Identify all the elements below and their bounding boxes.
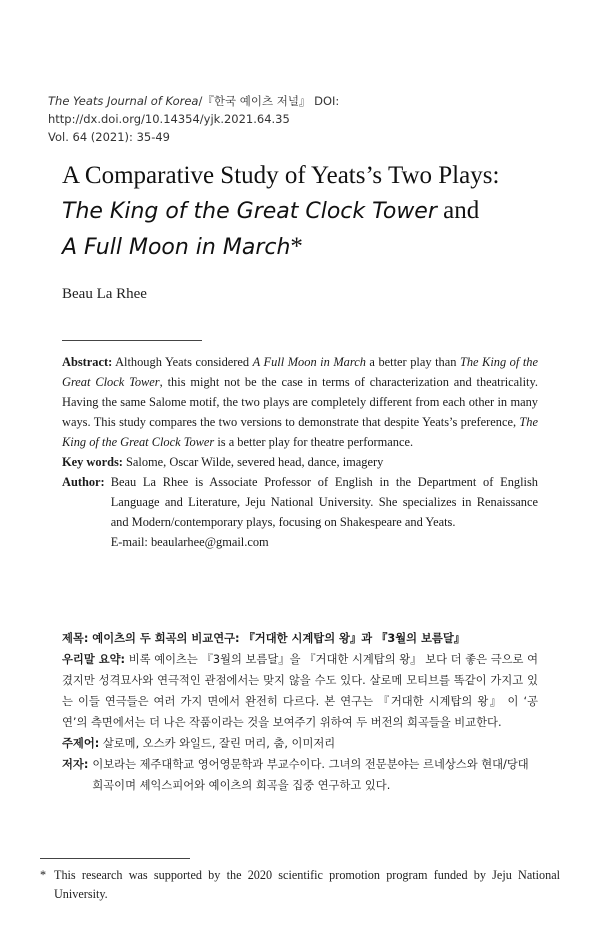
title-line-1: A Comparative Study of Yeats’s Two Plays: [62, 162, 500, 189]
abstract-text-3: , this might not be the case in terms of characterization and theatricality. Having the same Salome motif, the two plays are completely different from each other in many ways. This study compares the two versions to demonstrate that despite Yeats’s preference, [62, 375, 538, 429]
author-info-label: Author: [62, 475, 105, 489]
abstract-italic-3: The King of the Great Clock Tower [62, 415, 538, 449]
paper-title [62, 158, 562, 265]
footnote-mark: * [40, 868, 47, 882]
author-info-body [111, 472, 538, 552]
author-info-text: Beau La Rhee is Associate Professor of English in the Department of English Language and Literature, Jeju National University. She specializes in Renaissance and Modern/contemporary plays, focusing on Shakespeare and Yeats. [110, 475, 538, 529]
abstract-paragraph [62, 352, 538, 452]
korean-author-label: 저자: [62, 758, 89, 771]
korean-author [62, 754, 538, 796]
title-asterisk: * [290, 233, 303, 260]
author-name: Beau La Rhee [62, 286, 147, 302]
title-and: and [436, 197, 480, 224]
korean-title-label: 제목: [62, 632, 89, 645]
journal-korean-name: /『한국 예이츠 저널』 [198, 94, 311, 108]
keywords-paragraph [62, 452, 538, 472]
korean-abstract-section [62, 628, 538, 796]
keywords-label: Key words: [62, 455, 123, 469]
footnote-text: This research was supported by the 2020 scientific promotion program funded by Jeju National University. [54, 868, 560, 901]
korean-title-text: 예이츠의 두 희곡의 비교연구: 『거대한 시계탑의 왕』과 『3월의 보름달』 [88, 632, 466, 645]
korean-summary [62, 649, 538, 733]
korean-keywords-text: 살로메, 오스카 와일드, 잘린 머리, 춤, 이미저리 [99, 737, 336, 750]
abstract-text-4: is a better play for theatre performance. [214, 435, 414, 449]
journal-citation-line [48, 92, 568, 128]
title-play-2: A Full Moon in March [62, 235, 291, 260]
author-email[interactable]: E-mail: beaularhee@gmail.com [110, 535, 269, 549]
author-info-block [62, 472, 538, 552]
keywords-text: Salome, Oscar Wilde, severed head, dance, imagery [122, 455, 384, 469]
korean-author-text: 이보라는 제주대학교 영어영문학과 부교수이다. 그녀의 전문분야는 르네상스와 현대/당대 희곡이며 셰익스피어와 예이츠의 희곡을 집중 연구하고 있다. [92, 758, 529, 792]
title-divider [62, 340, 202, 341]
footnote-divider [40, 858, 190, 859]
title-play-1: The King of the Great Clock Tower [62, 199, 437, 224]
korean-keywords [62, 733, 538, 754]
volume-line: Vol. 64 (2021): 35-49 [48, 130, 170, 144]
english-abstract-section [62, 352, 538, 552]
doi-link[interactable]: DOI: http://dx.doi.org/10.14354/yjk.2021.64.35 [48, 94, 340, 126]
journal-name: The Yeats Journal of Korea [48, 94, 199, 108]
abstract-italic-2: The King of the Great Clock Tower [62, 355, 538, 389]
abstract-italic-1: A Full Moon in March [252, 355, 366, 369]
title-line-3 [62, 229, 562, 265]
footnote [40, 866, 560, 904]
abstract-text-2: a better play than [365, 355, 460, 369]
journal-header [48, 92, 568, 146]
korean-summary-label: 우리말 요약: [62, 653, 126, 666]
korean-summary-text: 비록 예이츠는 『3월의 보름달』을 『거대한 시계탑의 왕』 보다 더 좋은 극으로 여겼지만 성격묘사와 연극적인 관점에서는 맞지 않을 수도 있다. 살로메 모티브를 똑같이 가지고 있는 이들 연극들은 여러 가지 면에서 완전히 다르다. 본 연구는 『거대한 시계탑의 왕』 이 ‘공연’의 측면에서는 더 나은 작품이라는 것을 보여주기 위하여 두 버전의 희곡들을 비교한다. [62, 653, 538, 729]
korean-keywords-label: 주제어: [62, 737, 100, 750]
title-line-2 [62, 193, 562, 229]
abstract-text-1: Although Yeats considered [112, 355, 253, 369]
abstract-label: Abstract: [62, 355, 113, 369]
korean-title-line [62, 628, 538, 649]
